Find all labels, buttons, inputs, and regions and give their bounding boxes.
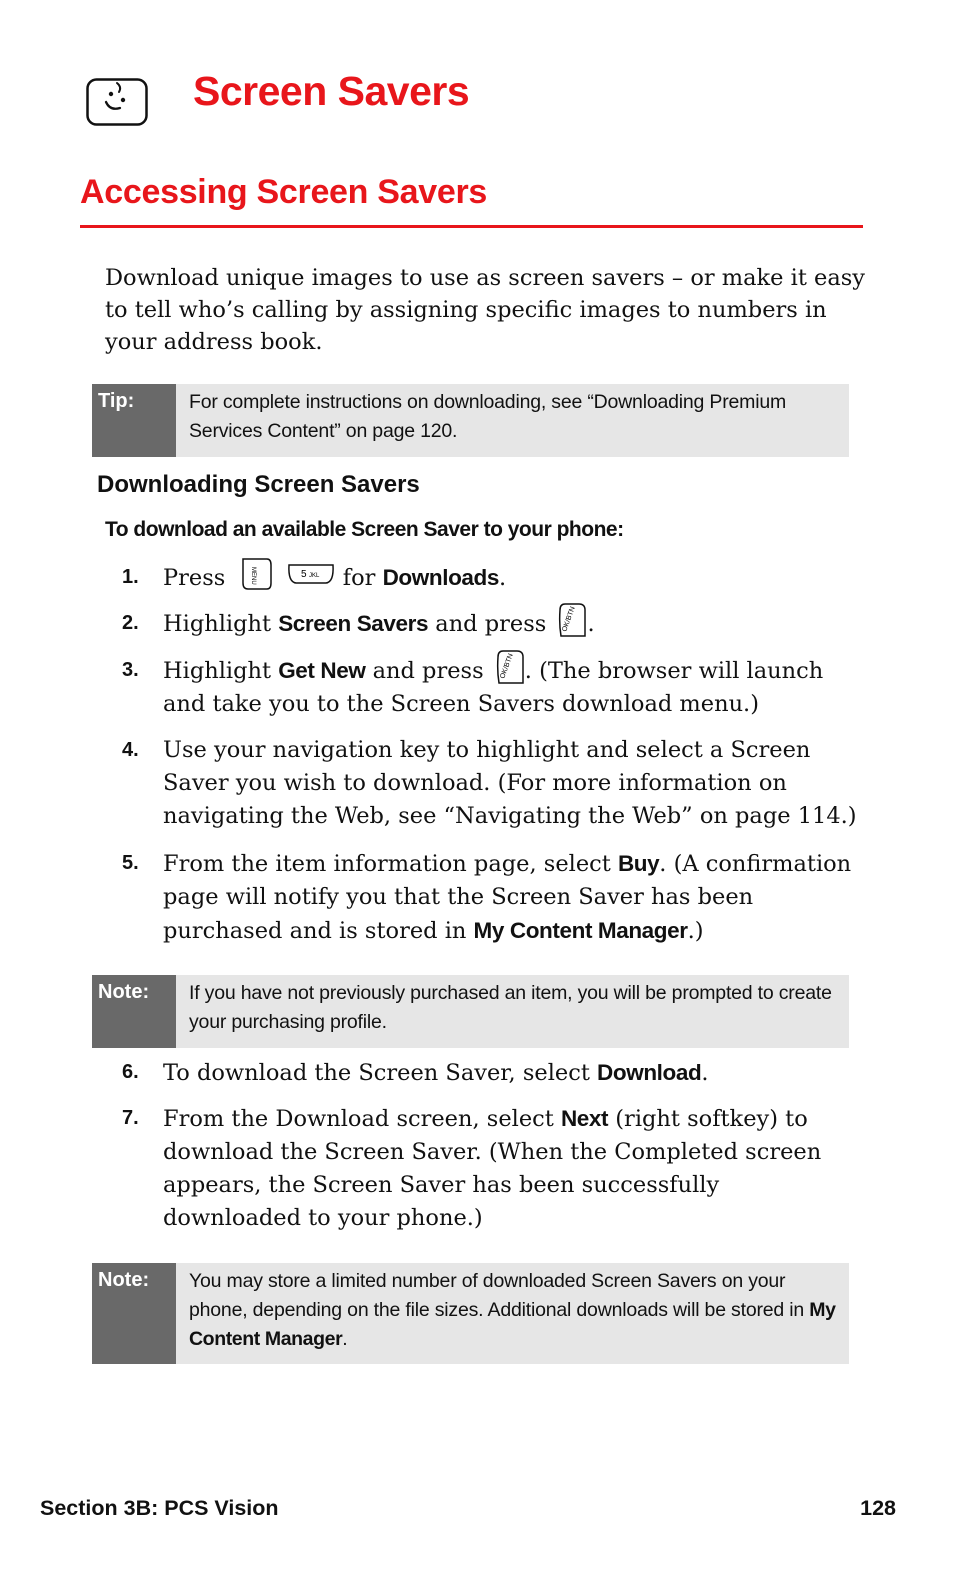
step-number: 3. [122, 659, 139, 681]
step-text: Use your navigation key to highlight and select a Screen Saver you wish to download. (For more information on navigating the Web, see “Navigating the Web” on page 114.) [163, 737, 857, 829]
step-bold-term: Download [597, 1060, 702, 1085]
step-3 [122, 654, 862, 721]
menu-key-label: MENU [250, 567, 257, 585]
step-number: 7. [122, 1107, 139, 1129]
note-callout [92, 1263, 849, 1364]
step-7 [122, 1102, 862, 1235]
five-key-digit: 5 [300, 569, 307, 580]
step-text: and press [372, 658, 484, 684]
tip-label: Tip: [92, 384, 176, 457]
step-text: . (A confirmation page will notify you that the Screen Saver has been purchased and is stored in [163, 851, 852, 944]
step-6 [122, 1056, 862, 1090]
step-text: From the item information page, select [163, 851, 611, 877]
step-number: 2. [122, 612, 139, 634]
step-text: From the Download screen, select [163, 1106, 554, 1132]
step-text: Highlight [163, 611, 272, 637]
step-5 [122, 847, 862, 948]
note-label: Note: [92, 1263, 176, 1364]
step-bold-term: Next [560, 1106, 609, 1131]
step-text: for [342, 565, 376, 591]
step-bold-term: Downloads [382, 565, 499, 590]
step-text: . [701, 1060, 709, 1086]
footer-section: Section 3B: PCS Vision [40, 1496, 279, 1520]
step-2 [122, 607, 862, 641]
step-bold-term: Buy [617, 851, 660, 876]
ok-key-label: OK/BTN [499, 652, 515, 680]
page-number: 128 [860, 1496, 896, 1520]
note-label: Note: [92, 975, 176, 1048]
note-bold-term: My Content Manager [189, 1299, 836, 1350]
lead-in: To download an available Screen Saver to your phone: [105, 518, 624, 541]
step-text: . (The browser will launch and take you to the Screen Savers download menu.) [163, 658, 824, 717]
ok-key-label: OK/BTN [561, 605, 578, 633]
menu-key-icon [240, 557, 274, 591]
note-text-end: . [342, 1328, 348, 1350]
step-number: 4. [122, 739, 139, 761]
step-number: 5. [122, 852, 139, 874]
tip-text: For complete instructions on downloading, see “Downloading Premium Services Content” on page 120. [189, 391, 787, 442]
step-1 [122, 561, 862, 595]
step-number: 1. [122, 566, 139, 588]
ok-key-icon [557, 602, 587, 638]
heading-rule [80, 225, 863, 228]
tip-callout [92, 384, 849, 457]
step-text: and press [435, 611, 547, 637]
page-title: Screen Savers [193, 68, 470, 114]
note-callout [92, 975, 849, 1048]
step-text: .) [687, 918, 704, 944]
step-4 [122, 734, 862, 833]
step-text: To download the Screen Saver, select [163, 1060, 590, 1086]
step-text: (right softkey) to download the Screen Saver. (When the Completed screen appears, the Screen Saver has been successfully downloaded to your phone.) [163, 1106, 822, 1231]
five-key-letters: JKL [308, 573, 319, 579]
step-text: . [587, 611, 595, 637]
step-text: Highlight [163, 658, 272, 684]
intro-paragraph: Download unique images to use as screen savers – or make it easy to tell who’s calling by assigning specific images to numbers in your address book. [105, 265, 866, 355]
screen-saver-face-icon [86, 78, 148, 126]
step-bold-term: Screen Savers [278, 611, 429, 636]
note-text-body: You may store a limited number of downloaded Screen Savers on your phone, depending on the file sizes. Additional downloads will be stored in [189, 1270, 805, 1321]
five-key-icon [286, 562, 336, 586]
step-bold-term: Get New [278, 658, 366, 683]
step-text: . [498, 565, 507, 591]
step-text: Press [163, 565, 226, 591]
subheading: Downloading Screen Savers [97, 471, 420, 498]
section-heading: Accessing Screen Savers [80, 173, 488, 211]
note-text: If you have not previously purchased an item, you will be prompted to create your purchasing profile. [189, 982, 832, 1033]
ok-key-icon [495, 649, 525, 685]
step-bold-term: My Content Manager [473, 918, 688, 943]
note-text [189, 1263, 849, 1354]
step-number: 6. [122, 1061, 139, 1083]
